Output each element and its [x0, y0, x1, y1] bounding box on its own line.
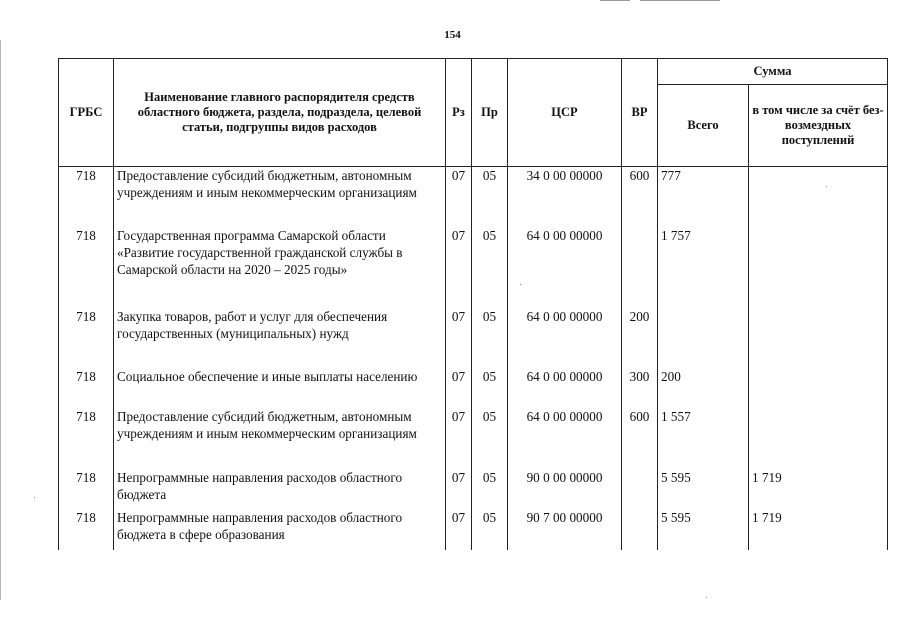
- header-grbs: ГРБС: [59, 59, 114, 167]
- cell-grbs: 718: [59, 167, 114, 227]
- table-header: [59, 59, 888, 167]
- cell-vr: [622, 509, 658, 550]
- table-row: [59, 469, 888, 509]
- header-total: Всего: [658, 85, 749, 167]
- table-row: [59, 227, 888, 308]
- cell-grants: [749, 368, 888, 408]
- table-row: [59, 308, 888, 368]
- cell-csr: 34 0 00 00000: [508, 167, 622, 227]
- cell-pr: 05: [472, 167, 508, 227]
- cell-vr: [622, 227, 658, 308]
- table-body: [59, 167, 888, 550]
- cell-rz: 07: [446, 469, 472, 509]
- table-row: [59, 408, 888, 469]
- cell-rz: 07: [446, 227, 472, 308]
- table-row: [59, 167, 888, 227]
- cell-grants: [749, 167, 888, 227]
- cell-csr: 64 0 00 00000: [508, 408, 622, 469]
- cell-name: Государственная программа Самарской области «Развитие государственной гражданской службы в Самарской области на 2020 – 2025 годы»: [114, 227, 446, 308]
- table-row: [59, 509, 888, 550]
- cell-csr: 64 0 00 00000: [508, 308, 622, 368]
- cell-grants: [749, 227, 888, 308]
- cell-total: 1 757: [658, 227, 749, 308]
- header-csr: ЦСР: [508, 59, 622, 167]
- cell-vr: 300: [622, 368, 658, 408]
- cell-pr: 05: [472, 469, 508, 509]
- cell-total: 777: [658, 167, 749, 227]
- cell-rz: 07: [446, 167, 472, 227]
- cell-grbs: 718: [59, 408, 114, 469]
- cell-vr: 600: [622, 408, 658, 469]
- cell-name: Закупка товаров, работ и услуг для обеспечения государственных (муниципальных) нужд: [114, 308, 446, 368]
- cell-grants: 1 719: [749, 509, 888, 550]
- cell-csr: 64 0 00 00000: [508, 368, 622, 408]
- cell-pr: 05: [472, 509, 508, 550]
- cell-csr: 90 7 00 00000: [508, 509, 622, 550]
- cell-pr: 05: [472, 308, 508, 368]
- cell-name: Социальное обеспечение и иные выплаты населению: [114, 368, 446, 408]
- cell-name: Непрограммные направления расходов областного бюджета: [114, 469, 446, 509]
- cell-pr: 05: [472, 227, 508, 308]
- header-pr: Пр: [472, 59, 508, 167]
- cell-name: Предоставление субсидий бюджетным, автономным учреждениям и иным некоммерческим организациям: [114, 408, 446, 469]
- cell-grants: 1 719: [749, 469, 888, 509]
- scan-artifact-dot: [706, 597, 707, 598]
- cell-total: 1 557: [658, 408, 749, 469]
- header-vr: ВР: [622, 59, 658, 167]
- cell-name: Предоставление субсидий бюджетным, автономным учреждениям и иным некоммерческим организациям: [114, 167, 446, 227]
- cell-csr: 90 0 00 00000: [508, 469, 622, 509]
- budget-table: [58, 58, 888, 550]
- cell-grbs: 718: [59, 509, 114, 550]
- cell-name: Непрограммные направления расходов областного бюджета в сфере образования: [114, 509, 446, 550]
- header-grants: в том числе за счёт без-возмездных поступлений: [749, 85, 888, 167]
- header-name: Наименование главного распорядителя средств областного бюджета, раздела, подраздела, целевой статьи, подгруппы видов расходов: [114, 59, 446, 167]
- page-edge-shadow: [0, 40, 1, 600]
- page-number: 154: [444, 29, 461, 41]
- cell-vr: [622, 469, 658, 509]
- cell-rz: 07: [446, 308, 472, 368]
- cell-rz: 07: [446, 368, 472, 408]
- cell-total: [658, 308, 749, 368]
- cell-vr: 600: [622, 167, 658, 227]
- cell-grants: [749, 308, 888, 368]
- header-rz: Рз: [446, 59, 472, 167]
- cell-pr: 05: [472, 408, 508, 469]
- cell-total: 5 595: [658, 469, 749, 509]
- cell-grbs: 718: [59, 308, 114, 368]
- cell-rz: 07: [446, 509, 472, 550]
- cell-total: 5 595: [658, 509, 749, 550]
- cell-rz: 07: [446, 408, 472, 469]
- scan-artifact-line: [640, 0, 720, 1]
- cell-grbs: 718: [59, 368, 114, 408]
- cell-vr: 200: [622, 308, 658, 368]
- cell-grbs: 718: [59, 469, 114, 509]
- cell-csr: 64 0 00 00000: [508, 227, 622, 308]
- cell-total: 200: [658, 368, 749, 408]
- table-row: [59, 368, 888, 408]
- cell-grbs: 718: [59, 227, 114, 308]
- scan-artifact-line: [600, 0, 630, 1]
- header-sum: Сумма: [658, 59, 888, 85]
- cell-grants: [749, 408, 888, 469]
- cell-pr: 05: [472, 368, 508, 408]
- scan-artifact-dot: [34, 497, 35, 498]
